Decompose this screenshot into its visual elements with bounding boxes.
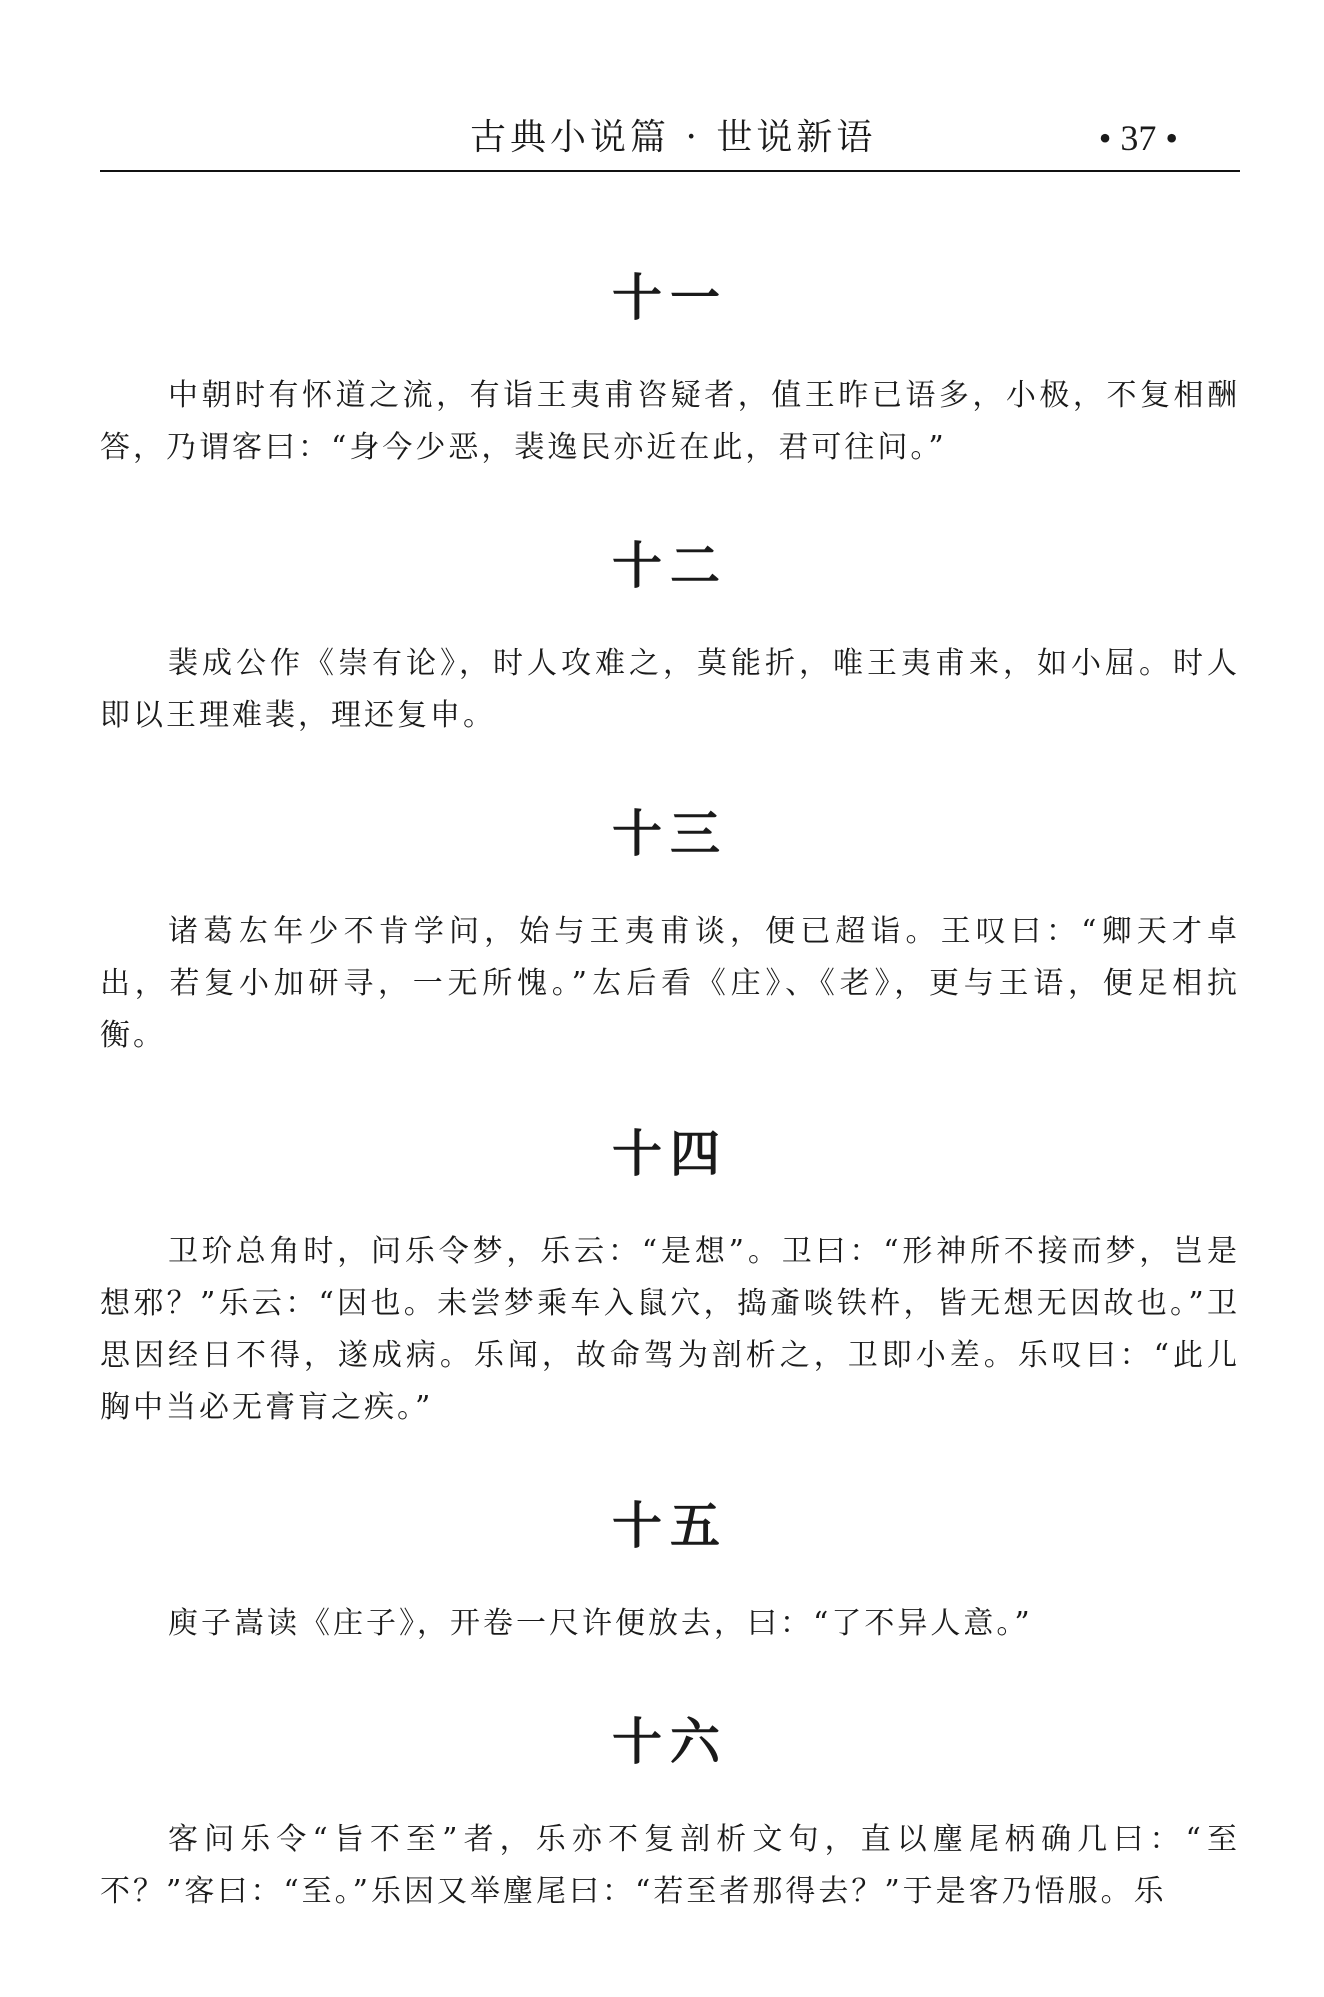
section-paragraph: 庾子嵩读《庄子》，开卷一尺许便放去，曰：“了不异人意。” <box>168 1606 1033 1641</box>
header-rule <box>100 170 1240 172</box>
section-number: 十五 <box>612 1497 728 1555</box>
running-header <box>100 112 1240 164</box>
section-14 <box>100 1106 1240 1434</box>
page-content <box>100 250 1240 1918</box>
section-15 <box>100 1478 1240 1650</box>
section-number: 十一 <box>612 269 728 327</box>
section-paragraph: 中朝时有怀道之流，有诣王夷甫咨疑者，值王昨已语多，小极，不复相酬答，乃谓客曰：“身今少恶，裴逸民亦近在此，君可往问。” <box>100 378 1240 465</box>
section-13 <box>100 786 1240 1062</box>
header-title: 古典小说篇 · 世说新语 <box>470 117 877 158</box>
section-11 <box>100 250 1240 474</box>
section-number: 十三 <box>612 805 728 863</box>
section-paragraph: 客问乐令“旨不至”者，乐亦不复剖析文句，直以麈尾柄确几曰：“至不？”客曰：“至。”乐因又举麈尾曰：“若至者那得去？”于是客乃悟服。乐 <box>100 1822 1240 1909</box>
page-number: • 37 • <box>1098 118 1178 158</box>
section-12 <box>100 518 1240 742</box>
section-paragraph: 裴成公作《崇有论》，时人攻难之，莫能折，唯王夷甫来，如小屈。时人即以王理难裴，理还复申。 <box>100 646 1240 733</box>
section-number: 十四 <box>612 1125 728 1183</box>
section-number: 十二 <box>612 537 728 595</box>
section-16 <box>100 1694 1240 1918</box>
section-paragraph: 诸葛厷年少不肯学问，始与王夷甫谈，便已超诣。王叹曰：“卿天才卓出，若复小加研寻，一无所愧。”厷后看《庄》、《老》，更与王语，便足相抗衡。 <box>100 914 1240 1053</box>
section-paragraph: 卫玠总角时，问乐令梦，乐云：“是想”。卫曰：“形神所不接而梦，岂是想邪？”乐云：“因也。未尝梦乘车入鼠穴，捣齑啖铁杵，皆无想无因故也。”卫思因经日不得，遂成病。乐闻，故命驾为剖析之，卫即小差。乐叹曰：“此儿胸中当必无膏肓之疾。” <box>100 1234 1240 1425</box>
section-number: 十六 <box>612 1713 728 1771</box>
